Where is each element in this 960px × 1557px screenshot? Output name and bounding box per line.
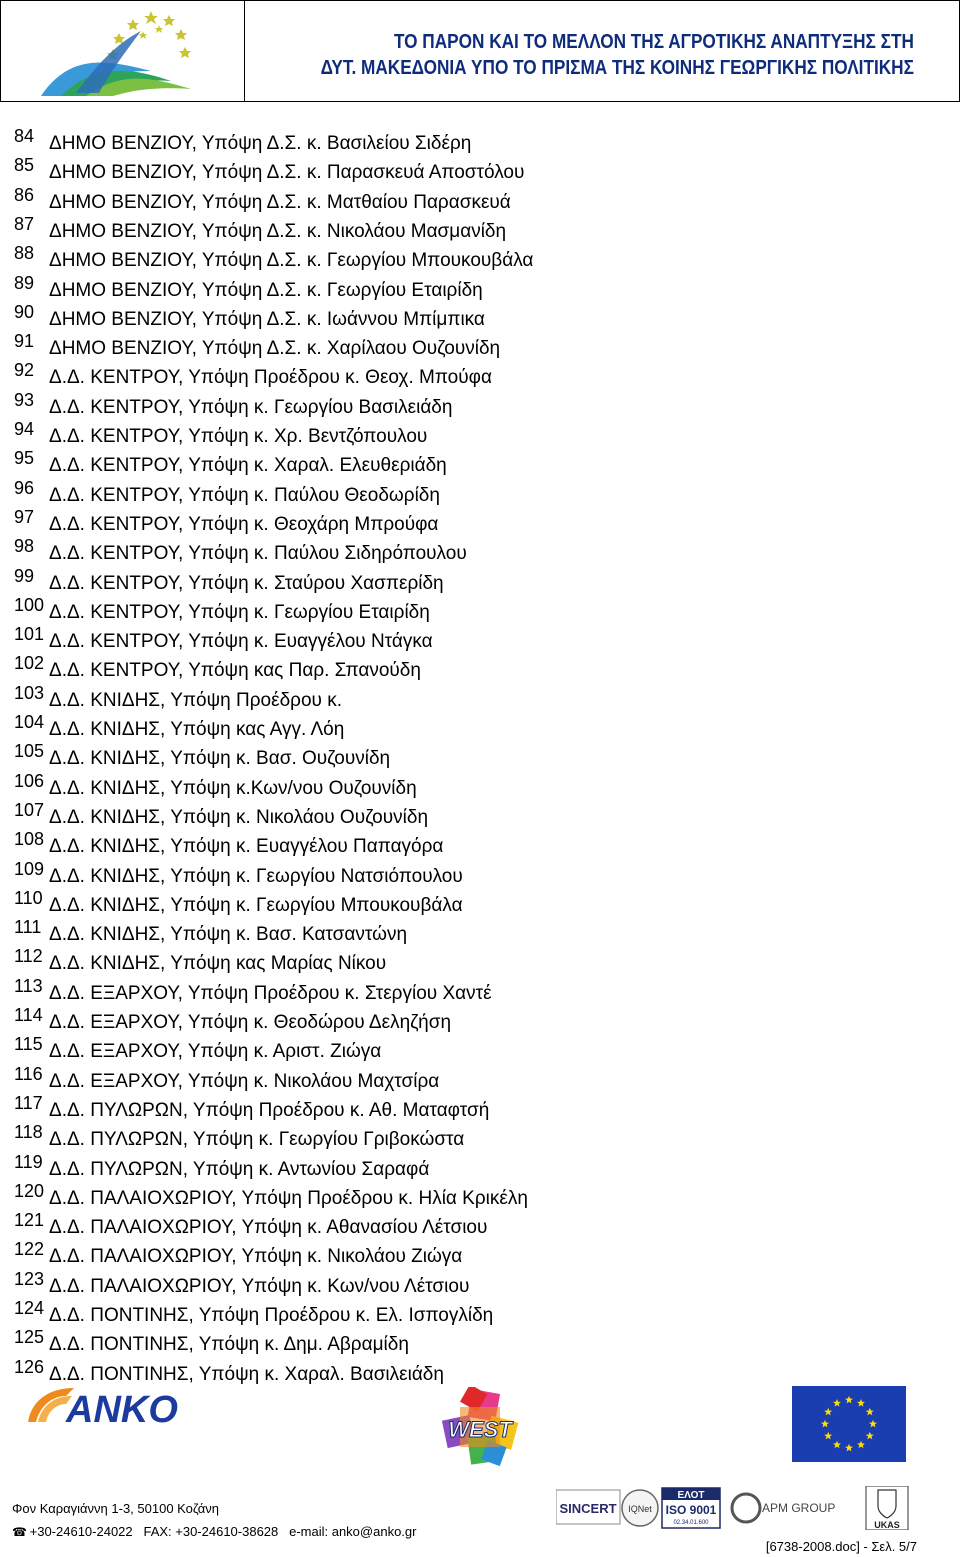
item-text: ΔΗΜΟ ΒΕΝΖΙΟΥ, Υπόψη Δ.Σ. κ. Νικολάου Μασμανίδη	[49, 220, 507, 242]
item-text: Δ.Δ. ΚΕΝΤΡΟΥ, Υπόψη κ. Γεωργίου Βασιλειάδη	[49, 396, 453, 418]
iqnet-text: IQNet	[628, 1504, 652, 1514]
item-number: 120	[14, 1180, 45, 1201]
list-item	[0, 653, 960, 682]
eu-flag	[792, 1386, 906, 1462]
item-text: Δ.Δ. ΠΑΛΑΙΟΧΩΡΙΟΥ, Υπόψη Προέδρου κ. Ηλία Κρικέλη	[49, 1187, 528, 1209]
list-item	[0, 712, 960, 741]
item-text: Δ.Δ. ΚΝΙΔΗΣ, Υπόψη Προέδρου κ.	[49, 689, 342, 711]
anko-logo	[22, 1384, 202, 1428]
item-text: Δ.Δ. ΚΕΝΤΡΟΥ, Υπόψη κ. Χαραλ. Ελευθεριάδη	[49, 455, 447, 477]
item-text: Δ.Δ. ΚΝΙΔΗΣ, Υπόψη κ.Κων/νου Ουζουνίδη	[49, 777, 417, 799]
item-text: Δ.Δ. ΠΟΝΤΙΝΗΣ, Υπόψη κ. Δημ. Αβραμίδη	[49, 1334, 409, 1356]
apm-group-logo	[732, 1494, 835, 1522]
list-item	[0, 917, 960, 946]
list-item	[0, 1005, 960, 1034]
list-item	[0, 566, 960, 595]
list-item	[0, 448, 960, 477]
item-text: Δ.Δ. ΠΥΛΩΡΩΝ, Υπόψη Προέδρου κ. Αθ. Ματαφτσή	[49, 1099, 490, 1121]
item-text: Δ.Δ. ΚΕΝΤΡΟΥ, Υπόψη Προέδρου κ. Θεοχ. Μπούφα	[49, 367, 492, 389]
item-number: 93	[14, 389, 35, 410]
stars-ribbon-logo	[1, 1, 245, 103]
item-text: ΔΗΜΟ ΒΕΝΖΙΟΥ, Υπόψη Δ.Σ. κ. Χαρίλαου Ουζουνίδη	[49, 338, 501, 360]
item-text: Δ.Δ. ΚΝΙΔΗΣ, Υπόψη κ. Γεωργίου Μπουκουβάλα	[49, 894, 463, 916]
anko-logo-text: ANKO	[66, 1389, 178, 1428]
eu-star	[824, 1432, 832, 1440]
list-item	[0, 1122, 960, 1151]
item-number: 103	[14, 682, 45, 703]
item-number: 107	[14, 799, 45, 820]
item-number: 88	[14, 243, 35, 264]
ukas-text: UKAS	[874, 1520, 900, 1530]
list-item	[0, 1181, 960, 1210]
list-item	[0, 829, 960, 858]
item-text: Δ.Δ. ΚΕΝΤΡΟΥ, Υπόψη κ. Θεοχάρη Μπρούφα	[49, 513, 439, 535]
list-item	[0, 1239, 960, 1268]
item-number: 111	[14, 917, 42, 938]
item-text: Δ.Δ. ΕΞΑΡΧΟΥ, Υπόψη κ. Νικολάου Μαχτσίρα	[49, 1070, 440, 1092]
list-item	[0, 683, 960, 712]
list-item	[0, 507, 960, 536]
item-number: 92	[14, 360, 35, 381]
item-text: Δ.Δ. ΕΞΑΡΧΟΥ, Υπόψη Προέδρου κ. Στεργίου Χαντέ	[49, 982, 492, 1004]
item-number: 116	[14, 1063, 43, 1084]
page-header	[0, 0, 960, 104]
item-text: Δ.Δ. ΚΝΙΔΗΣ, Υπόψη κας Μαρίας Νίκου	[49, 953, 387, 975]
item-text: Δ.Δ. ΠΥΛΩΡΩΝ, Υπόψη κ. Αντωνίου Σαραφά	[49, 1158, 430, 1180]
title-line-1: ΤΟ ΠΑΡΟΝ ΚΑΙ ΤΟ ΜΕΛΛΟΝ ΤΗΣ ΑΓΡΟΤΙΚΗΣ ΑΝΑΠΤΥΞΗΣ ΣΤΗ	[394, 31, 915, 53]
item-text: Δ.Δ. ΠΑΛΑΙΟΧΩΡΙΟΥ, Υπόψη κ. Νικολάου Ζιώγα	[49, 1246, 463, 1268]
item-number: 117	[14, 1092, 43, 1113]
item-number: 108	[14, 829, 45, 850]
item-text: Δ.Δ. ΚΕΝΤΡΟΥ, Υπόψη κας Παρ. Σπανούδη	[49, 660, 421, 682]
list-item	[0, 536, 960, 565]
apm-text: APM GROUP	[762, 1501, 836, 1515]
list-item	[0, 800, 960, 829]
list-item	[0, 1152, 960, 1181]
list-item	[0, 419, 960, 448]
item-number: 90	[14, 301, 35, 322]
iso-text: ISO 9001	[665, 1503, 717, 1517]
item-text: Δ.Δ. ΠΟΝΤΙΝΗΣ, Υπόψη Προέδρου κ. Ελ. Ισπογλίδη	[49, 1305, 494, 1326]
list-item	[0, 390, 960, 419]
item-text: Δ.Δ. ΚΕΝΤΡΟΥ, Υπόψη κ. Ευαγγέλου Ντάγκα	[49, 631, 433, 653]
item-text: Δ.Δ. ΠΥΛΩΡΩΝ, Υπόψη κ. Γεωργίου Γριβοκώστα	[49, 1129, 465, 1151]
list-item	[0, 946, 960, 975]
item-number: 95	[14, 448, 35, 469]
iso-number-text: 02.34.01.600	[673, 1520, 709, 1526]
item-number: 106	[14, 770, 45, 791]
elot-text: ΕΛΟΤ	[677, 1490, 705, 1501]
item-text: ΔΗΜΟ ΒΕΝΖΙΟΥ, Υπόψη Δ.Σ. κ. Γεωργίου Μπουκουβάλα	[49, 250, 534, 272]
item-number: 109	[14, 858, 45, 879]
eu-star	[845, 1396, 853, 1404]
item-text: Δ.Δ. ΠΟΝΤΙΝΗΣ, Υπόψη κ. Χαραλ. Βασιλειάδη	[49, 1363, 444, 1385]
item-number: 98	[14, 536, 35, 557]
item-number: 104	[14, 712, 45, 732]
eu-star	[845, 1444, 853, 1452]
sincert-logo	[556, 1490, 620, 1524]
contact-text: +30-24610-24022 FAX: +30-24610-38628 e-mail: anko@anko.gr	[29, 1524, 417, 1539]
item-number: 112	[14, 946, 43, 967]
list-item	[0, 155, 960, 184]
list-item	[0, 214, 960, 243]
page-title	[321, 29, 914, 81]
item-number: 84	[14, 126, 35, 146]
list-item	[0, 185, 960, 214]
title-line-2: ΔΥΤ. ΜΑΚΕΔΟΝΙΑ ΥΠΟ ΤΟ ΠΡΙΣΜΑ ΤΗΣ ΚΟΙΝΗΣ ΓΕΩΡΓΙΚΗΣ ΠΟΛΙΤΙΚΗΣ	[320, 57, 914, 79]
eu-star	[866, 1408, 874, 1416]
item-text: Δ.Δ. ΕΞΑΡΧΟΥ, Υπόψη κ. Θεοδώρου Δεληζήση	[49, 1012, 452, 1033]
item-number: 110	[14, 887, 43, 908]
certification-logos	[556, 1486, 912, 1530]
item-text: ΔΗΜΟ ΒΕΝΖΙΟΥ, Υπόψη Δ.Σ. κ. Ματθαίου Παρασκευά	[49, 191, 511, 213]
item-number: 96	[14, 477, 35, 498]
list-item	[0, 1269, 960, 1298]
contact-line	[12, 1520, 416, 1544]
item-text: Δ.Δ. ΚΝΙΔΗΣ, Υπόψη κ. Νικολάου Ουζουνίδη	[49, 806, 429, 828]
list-item	[0, 624, 960, 653]
item-text: Δ.Δ. ΕΞΑΡΧΟΥ, Υπόψη κ. Αριστ. Ζιώγα	[49, 1041, 382, 1063]
eu-star	[869, 1420, 877, 1428]
list-item	[0, 1210, 960, 1239]
item-text: Δ.Δ. ΚΕΝΤΡΟΥ, Υπόψη κ. Γεωργίου Εταιρίδη	[49, 601, 430, 623]
list-item	[0, 595, 960, 624]
item-text: Δ.Δ. ΚΝΙΔΗΣ, Υπόψη κας Αγγ. Λόη	[49, 719, 345, 740]
address-line: Φον Καραγιάννη 1-3, 50100 Κοζάνη	[12, 1501, 220, 1516]
item-number: 125	[14, 1327, 45, 1348]
item-number: 102	[14, 653, 45, 674]
list-item	[0, 126, 960, 155]
list-item	[0, 243, 960, 272]
list-item	[0, 331, 960, 360]
sincert-text: SINCERT	[559, 1501, 617, 1516]
ukas-logo	[866, 1486, 908, 1530]
item-text: Δ.Δ. ΚΝΙΔΗΣ, Υπόψη κ. Βασ. Κατσαντώνη	[49, 924, 408, 946]
item-number: 113	[14, 975, 43, 996]
item-text: Δ.Δ. ΚΕΝΤΡΟΥ, Υπόψη κ. Σταύρου Χασπερίδη	[49, 572, 444, 594]
item-number: 115	[14, 1034, 43, 1055]
eu-star	[833, 1399, 841, 1407]
list-item	[0, 976, 960, 1005]
item-number: 87	[14, 213, 35, 234]
page-info: [6738-2008.doc] - Σελ. 5/7	[765, 1539, 917, 1554]
item-number: 91	[14, 331, 35, 352]
west-logo	[440, 1387, 520, 1467]
list-item	[0, 859, 960, 888]
item-number: 89	[14, 272, 35, 293]
item-text: Δ.Δ. ΠΑΛΑΙΟΧΩΡΙΟΥ, Υπόψη κ. Κων/νου Λέτσιου	[49, 1275, 470, 1297]
item-number: 94	[14, 419, 35, 439]
list-item	[0, 478, 960, 507]
header-title-box	[244, 0, 960, 102]
eu-star	[857, 1441, 865, 1449]
item-number: 101	[14, 624, 45, 645]
list-item	[0, 1327, 960, 1356]
item-number: 122	[14, 1239, 45, 1260]
eu-star	[866, 1432, 874, 1440]
item-number: 99	[14, 565, 35, 586]
list-item	[0, 273, 960, 302]
item-text: ΔΗΜΟ ΒΕΝΖΙΟΥ, Υπόψη Δ.Σ. κ. Βασιλείου Σιδέρη	[49, 133, 472, 154]
item-text: Δ.Δ. ΚΝΙΔΗΣ, Υπόψη κ. Βασ. Ουζουνίδη	[49, 748, 391, 770]
item-number: 85	[14, 155, 35, 176]
header-logo-box	[0, 0, 244, 102]
item-number: 86	[14, 184, 35, 205]
item-number: 124	[14, 1298, 45, 1318]
eu-star	[821, 1420, 829, 1428]
list-item	[0, 888, 960, 917]
eu-star	[833, 1441, 841, 1449]
item-number: 126	[14, 1356, 45, 1377]
item-text: Δ.Δ. ΚΕΝΤΡΟΥ, Υπόψη κ. Παύλου Θεοδωρίδη	[49, 484, 440, 506]
list-item	[0, 1298, 960, 1327]
eu-star	[824, 1408, 832, 1416]
item-text: ΔΗΜΟ ΒΕΝΖΙΟΥ, Υπόψη Δ.Σ. κ. Γεωργίου Εταιρίδη	[49, 279, 483, 301]
contact-info	[12, 1497, 416, 1544]
iqnet-logo	[622, 1490, 658, 1526]
item-text: Δ.Δ. ΚΝΙΔΗΣ, Υπόψη κ. Γεωργίου Νατσιόπουλου	[49, 865, 463, 887]
telephone-icon: ☎	[12, 1525, 27, 1539]
item-text: ΔΗΜΟ ΒΕΝΖΙΟΥ, Υπόψη Δ.Σ. κ. Παρασκευά Αποστόλου	[49, 162, 525, 184]
item-number: 123	[14, 1268, 45, 1289]
item-number: 118	[14, 1122, 43, 1143]
item-number: 119	[14, 1151, 43, 1172]
item-text: ΔΗΜΟ ΒΕΝΖΙΟΥ, Υπόψη Δ.Σ. κ. Ιωάννου Μπίμπικα	[49, 308, 485, 330]
list-item	[0, 771, 960, 800]
item-text: Δ.Δ. ΚΝΙΔΗΣ, Υπόψη κ. Ευαγγέλου Παπαγόρα	[49, 836, 444, 858]
eu-star	[857, 1399, 865, 1407]
item-number: 114	[14, 1005, 43, 1025]
item-number: 97	[14, 506, 35, 527]
item-number: 121	[14, 1210, 45, 1231]
list-item	[0, 1064, 960, 1093]
item-number: 100	[14, 594, 45, 615]
item-number: 105	[14, 741, 45, 762]
west-logo-text: WEST	[448, 1417, 512, 1442]
list-item	[0, 360, 960, 389]
item-text: Δ.Δ. ΚΕΝΤΡΟΥ, Υπόψη κ. Παύλου Σιδηρόπουλου	[49, 543, 467, 565]
list-item	[0, 1357, 960, 1386]
list-item	[0, 1034, 960, 1063]
list-item	[0, 302, 960, 331]
item-text: Δ.Δ. ΠΑΛΑΙΟΧΩΡΙΟΥ, Υπόψη κ. Αθανασίου Λέτσιου	[49, 1217, 488, 1239]
elot-iso-logo	[662, 1488, 720, 1528]
item-text: Δ.Δ. ΚΕΝΤΡΟΥ, Υπόψη κ. Χρ. Βεντζόπουλου	[49, 426, 428, 447]
list-item	[0, 741, 960, 770]
list-item	[0, 1093, 960, 1122]
